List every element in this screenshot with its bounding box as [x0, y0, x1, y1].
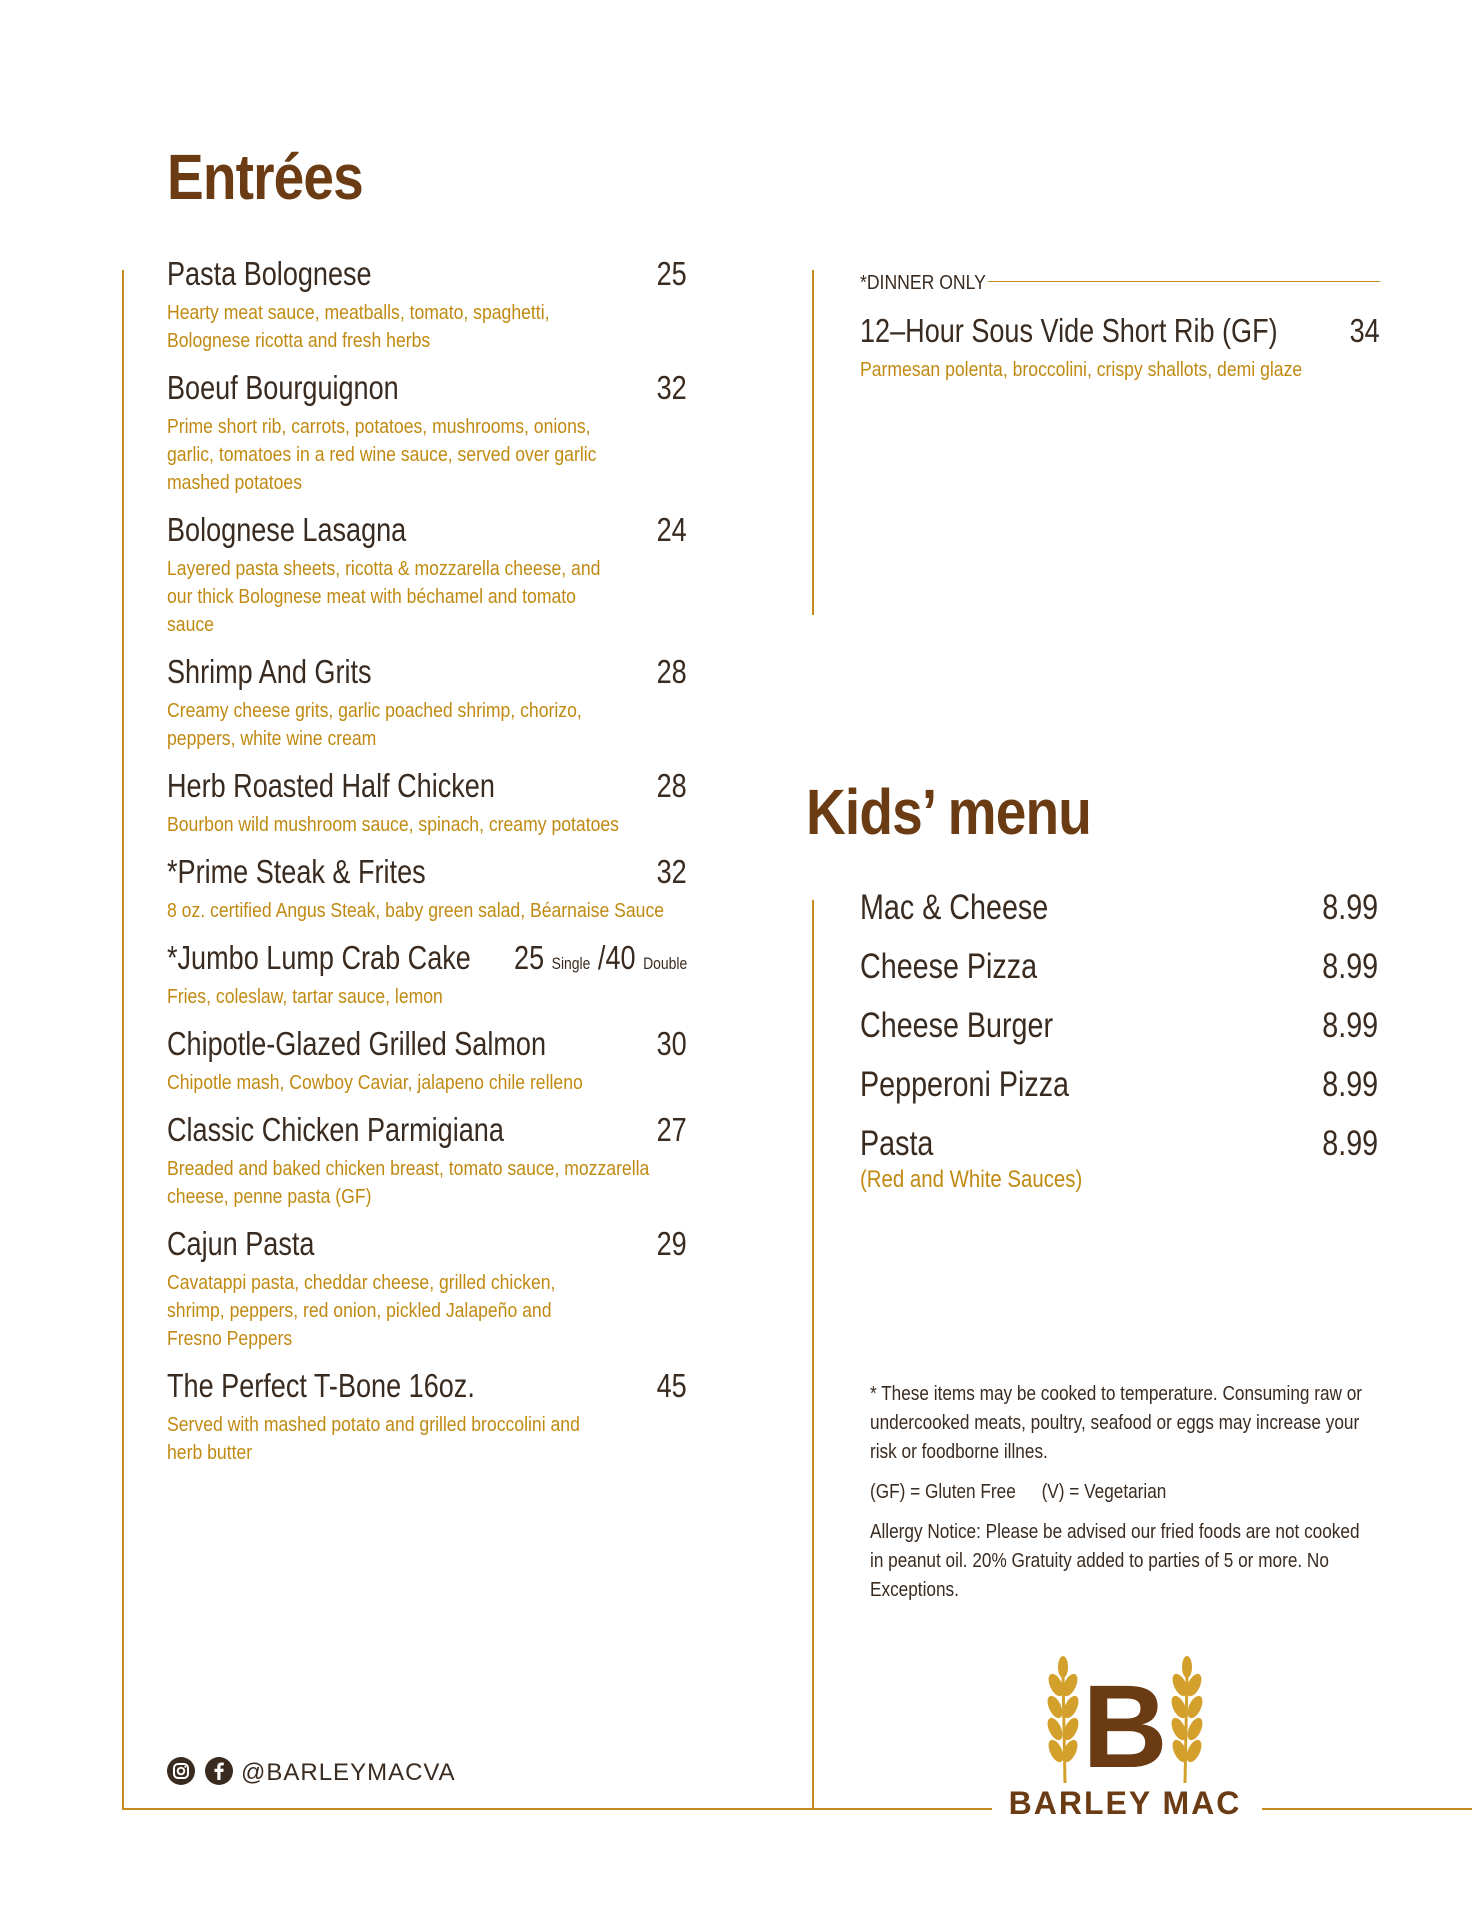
item-description-line: Served with mashed potato and grilled broccolini and [167, 1414, 580, 1436]
item-note: (Red and White Sauces) [860, 1166, 1083, 1193]
item-name: Cheese Burger [860, 1006, 1054, 1045]
item-name: Classic Chicken Parmigiana [167, 1111, 504, 1148]
item-description-line: Hearty meat sauce, meatballs, tomato, spaghetti, [167, 302, 550, 324]
item-price: 45 [656, 1367, 687, 1404]
item-description-line: Prime short rib, carrots, potatoes, mushrooms, onions, [167, 416, 591, 438]
item-description [860, 356, 1331, 384]
menu-notes [870, 1380, 1363, 1616]
item-description-line: Fries, coleslaw, tartar sauce, lemon [167, 986, 443, 1008]
item-price: 29 [656, 1225, 687, 1262]
item-description [167, 897, 665, 925]
item-name: The Perfect T-Bone 16oz. [167, 1367, 475, 1404]
item-price: 24 [656, 511, 687, 548]
item-description-line: peppers, white wine cream [167, 728, 377, 750]
item-price: 8.99 [1322, 1124, 1378, 1163]
kids-column-rule [812, 900, 814, 1810]
entrees-list [167, 255, 687, 1481]
bottom-rule-right [1262, 1808, 1472, 1810]
notice-line: Allergy Notice: Please be advised our fried foods are not cooked [870, 1521, 1360, 1543]
item-description-line: Chipotle mash, Cowboy Caviar, jalapeno chile relleno [167, 1072, 583, 1094]
item-description-line: Bolognese ricotta and fresh herbs [167, 330, 431, 352]
item-price: 34 [1349, 312, 1380, 349]
item-description [167, 697, 638, 753]
kids-menu-title: Kids’ menu [806, 776, 1092, 848]
item-name: Bolognese Lasagna [167, 511, 407, 548]
dinner-only-label: *DINNER ONLY [860, 272, 986, 294]
item-description-line: mashed potatoes [167, 472, 303, 494]
item-name: Herb Roasted Half Chicken [167, 767, 495, 804]
price-double-label: Double [642, 954, 687, 973]
left-column-rule [122, 270, 124, 1810]
item-price: 8.99 [1322, 1006, 1378, 1045]
bottom-rule-left [122, 1808, 992, 1810]
legend-gluten-free: (GF) = Gluten Free [870, 1481, 1016, 1503]
menu-item [167, 653, 687, 753]
kids-menu-item [860, 1124, 1378, 1193]
item-description [167, 1411, 638, 1467]
menu-item [167, 1111, 687, 1211]
item-description [167, 1269, 638, 1353]
item-name: Cajun Pasta [167, 1225, 315, 1262]
item-description-line: Bourbon wild mushroom sauce, spinach, creamy potatoes [167, 814, 619, 836]
notice-line: * These items may be cooked to temperature. Consuming raw or [870, 1383, 1363, 1405]
item-price: 8.99 [1322, 1065, 1378, 1104]
notice-line: Exceptions. [870, 1579, 959, 1601]
item-description [167, 555, 638, 639]
item-description-line: Fresno Peppers [167, 1328, 293, 1350]
menu-item [167, 511, 687, 639]
item-name: Chipotle-Glazed Grilled Salmon [167, 1025, 547, 1062]
kids-menu-list [860, 888, 1378, 1193]
facebook-icon[interactable] [205, 1757, 233, 1785]
item-price: 25 [656, 255, 687, 292]
item-description-line: shrimp, peppers, red onion, pickled Jalapeño and [167, 1300, 552, 1322]
menu-item [167, 853, 687, 925]
item-price: 30 [656, 1025, 687, 1062]
item-price: 28 [656, 653, 687, 690]
item-description-line: Breaded and baked chicken breast, tomato sauce, mozzarella [167, 1158, 650, 1180]
item-name: Pasta Bolognese [167, 255, 372, 292]
price-single-label: Single [551, 954, 591, 973]
price-double: /40 [597, 939, 636, 976]
allergy-notice [870, 1518, 1360, 1605]
item-description-line: Parmesan polenta, broccolini, crispy shallots, demi glaze [860, 359, 1303, 381]
menu-item [167, 255, 687, 355]
item-description-line: sauce [167, 614, 214, 636]
diet-legend [870, 1478, 1300, 1507]
barley-mac-logo [1005, 1655, 1245, 1825]
logo-wordmark: BARLEY MAC [1008, 1785, 1242, 1821]
logo-letter: B [1082, 1661, 1168, 1785]
kids-menu-item [860, 888, 1378, 947]
item-name: Shrimp And Grits [167, 653, 372, 690]
item-name: *Jumbo Lump Crab Cake [167, 939, 471, 976]
menu-item [167, 939, 687, 1011]
item-description [167, 811, 638, 839]
kids-menu-item [860, 947, 1378, 1006]
item-description [167, 1069, 638, 1097]
kids-menu-item [860, 1065, 1378, 1124]
item-description-line: Creamy cheese grits, garlic poached shrimp, chorizo, [167, 700, 582, 722]
item-description-line: garlic, tomatoes in a red wine sauce, served over garlic [167, 444, 597, 466]
menu-item [167, 767, 687, 839]
item-price: 8.99 [1322, 888, 1378, 927]
notice-line: risk or foodborne illnes. [870, 1441, 1048, 1463]
item-name: 12–Hour Sous Vide Short Rib (GF) [860, 312, 1278, 349]
item-description-line: our thick Bolognese meat with béchamel and tomato [167, 586, 576, 608]
item-description-line: 8 oz. certified Angus Steak, baby green salad, Béarnaise Sauce [167, 900, 665, 922]
item-name: Pasta [860, 1124, 934, 1163]
price-single: 25 [513, 939, 544, 976]
item-name: Mac & Cheese [860, 888, 1049, 927]
menu-item [167, 1025, 687, 1097]
item-price: 32 [656, 853, 687, 890]
item-name: Pepperoni Pizza [860, 1065, 1070, 1104]
social-handle[interactable]: @BARLEYMACVA [241, 1759, 456, 1786]
item-description [167, 299, 638, 355]
item-price: 8.99 [1322, 947, 1378, 986]
item-price: 27 [656, 1111, 687, 1148]
item-description [167, 983, 638, 1011]
item-description-line: herb butter [167, 1442, 253, 1464]
dinner-only-item [860, 312, 1380, 384]
dinner-column-rule [812, 270, 814, 615]
menu-item [167, 1367, 687, 1467]
item-name: Cheese Pizza [860, 947, 1038, 986]
item-description [167, 1155, 650, 1211]
notice-line: undercooked meats, poultry, seafood or eggs may increase your [870, 1412, 1360, 1434]
wheat-b-emblem [1005, 1655, 1245, 1785]
menu-item [167, 369, 687, 497]
item-price: 32 [656, 369, 687, 406]
item-description-line: Layered pasta sheets, ricotta & mozzarella cheese, and [167, 558, 601, 580]
kids-menu-item [860, 1006, 1378, 1065]
dinner-only-rule [988, 281, 1380, 282]
item-price [514, 939, 687, 977]
instagram-icon[interactable] [167, 1757, 195, 1785]
menu-item [167, 1225, 687, 1353]
entrees-title: Entrées [167, 141, 363, 213]
notice-line: in peanut oil. 20% Gratuity added to parties of 5 or more. No [870, 1550, 1329, 1572]
item-name: Boeuf Bourguignon [167, 369, 399, 406]
item-name: *Prime Steak & Frites [167, 853, 426, 890]
item-description-line: Cavatappi pasta, cheddar cheese, grilled chicken, [167, 1272, 556, 1294]
item-description [167, 413, 638, 497]
item-price: 28 [656, 767, 687, 804]
item-description-line: cheese, penne pasta (GF) [167, 1186, 372, 1208]
legend-vegetarian: (V) = Vegetarian [1041, 1481, 1167, 1503]
temperature-notice [870, 1380, 1363, 1467]
